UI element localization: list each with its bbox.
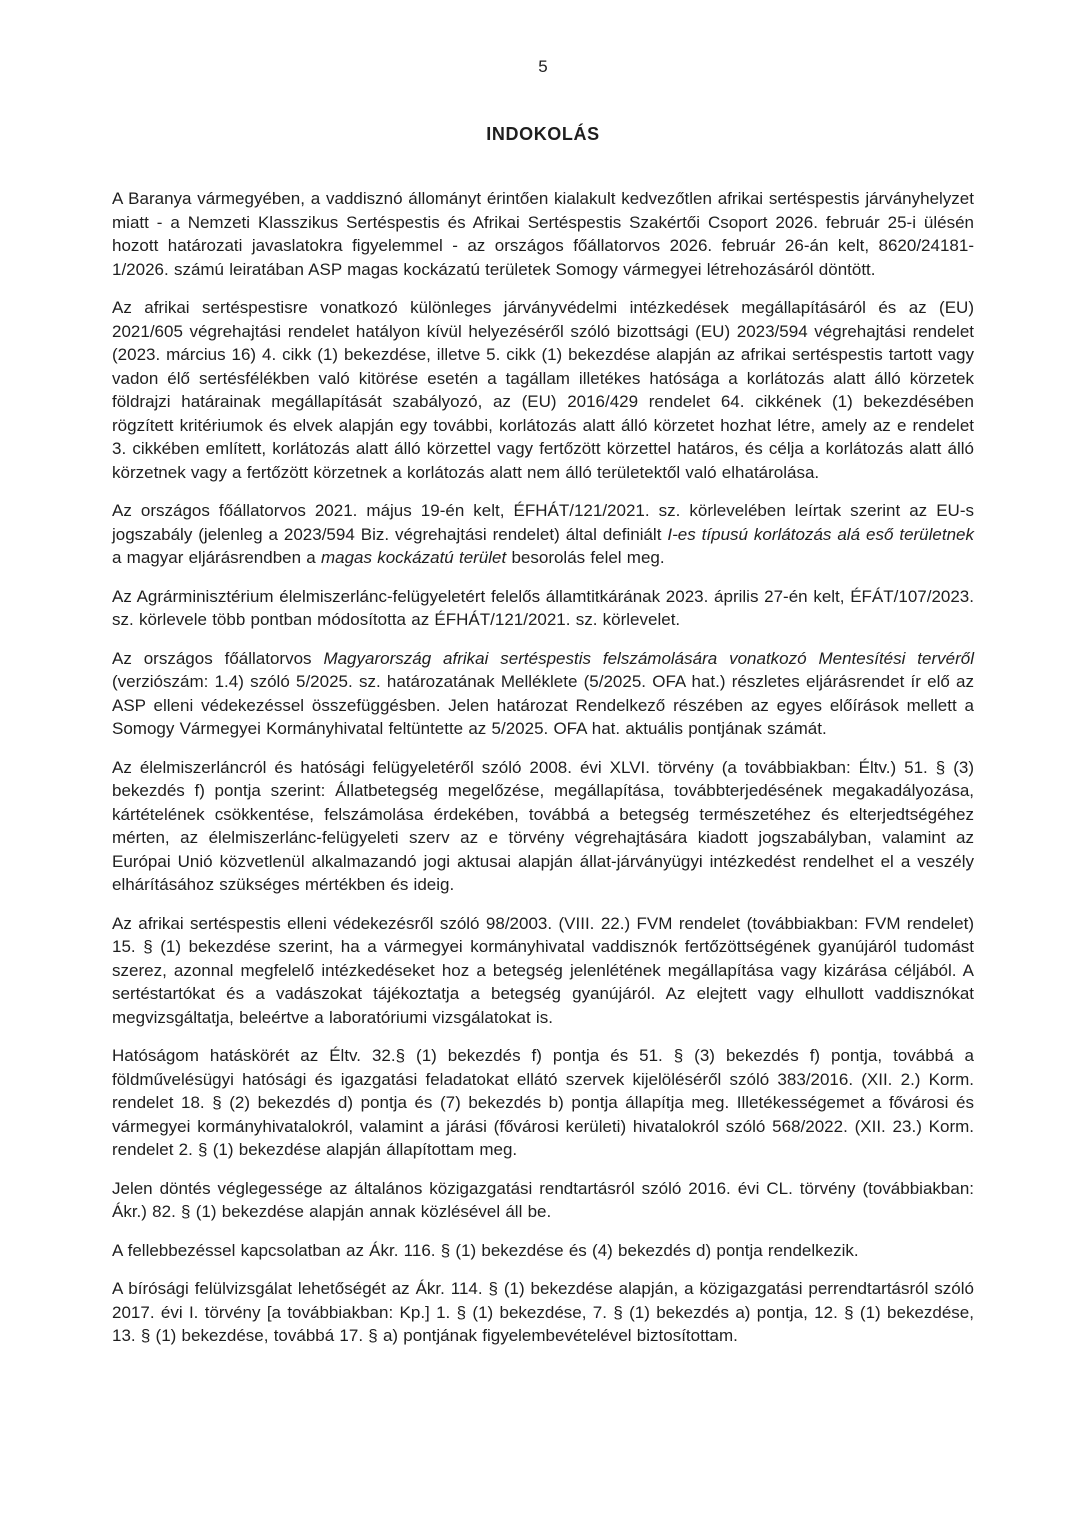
text-run: Az Agrárminisztérium élelmiszerlánc-felügyeletért felelős államtitkárának 2023. április 27-én kelt, ÉFÁT/107/2023. sz. körlevele több pontban módosította az ÉFHÁT/121/2021. sz. körlevelet. xyxy=(112,586,974,629)
italic-text-run: magas kockázatú terület xyxy=(320,548,507,567)
document-title: INDOKOLÁS xyxy=(486,124,600,144)
text-run: (verziószám: 1.4) szóló 5/2025. sz. határozatának Melléklete (5/2025. OFA hat.) részletes eljárásrendet ír elő az ASP elleni védekezéssel összefüggésben. Jelen határozat Rendelkező részében az egyes előírások mellett a Somogy Vármegyei Kormányhivatal feltüntette az 5/2025. OFA hat. aktuális pontjának számát. xyxy=(112,672,974,738)
text-run: Jelen döntés véglegessége az általános közigazgatási rendtartásról szóló 2016. évi CL. törvény (továbbiakban: Ákr.) 82. § (1) bekezdése alapján annak közlésével áll be. xyxy=(112,1178,974,1221)
paragraph-5 xyxy=(112,647,974,741)
paragraph-9 xyxy=(112,1177,974,1224)
text-run: a magyar eljárásrendben a xyxy=(112,548,321,567)
paragraph-6 xyxy=(112,756,974,897)
paragraph-8 xyxy=(112,1044,974,1162)
text-run: A Baranya vármegyében, a vaddisznó állományt érintően kialakult kedvezőtlen afrikai sertéspestis járványhelyzet miatt - a Nemzeti Klasszikus Sertéspestis és Afrikai Sertéspestis Szakértői Csoport 2026. február 25-i ülésén hozott határozati javaslatokra figyelemmel - az országos főállatorvos 2026. február 26-án kelt, 8620/24181-1/2026. számú leiratában ASP magas kockázatú területek Somogy vármegyei létrehozásáról döntött. xyxy=(112,189,974,279)
text-run: Az élelmiszerláncról és hatósági felügyeletéről szóló 2008. évi XLVI. törvény (a továbbiakban: Éltv.) 51. § (3) bekezdés f) pontja szerint: Állatbetegség megelőzése, megállapítása, továbbterjedésének megakadályozása, kártételének csökkentése, felszámolása érdekében, továbbá a betegség természetéhez és elterjedtségéhez mérten, az élelmiszerlánc-felügyeleti szerv az e törvény végrehajtására kiadott jogszabályban, valamint az Európai Unió közvetlenül alkalmazandó jogi aktusai alapján állat-járványügyi intézkedést rendelhet el a veszély elhárításához szükséges mértékben és ideig. xyxy=(112,757,974,894)
page-number: 5 xyxy=(538,57,548,76)
paragraph-2 xyxy=(112,296,974,484)
paragraph-3 xyxy=(112,499,974,570)
text-run: A fellebbezéssel kapcsolatban az Ákr. 116. § (1) bekezdése és (4) bekezdés d) pontja rendelkezik. xyxy=(112,1240,859,1260)
text-run: Az országos főállatorvos xyxy=(112,648,324,668)
text-run: besorolás felel meg. xyxy=(506,548,665,567)
paragraph-10 xyxy=(112,1239,974,1263)
text-run: Hatóságom hatáskörét az Éltv. 32.§ (1) bekezdés f) pontja és 51. § (3) bekezdés f) pontja, továbbá a földművelésügyi hatósági és igazgatási feladatokat ellátó szervek kijelöléséről szóló 383/2016. (XII. 2.) Korm. rendelet 18. § (2) bekezdés d) pontja és (7) bekezdés b) pontja állapítja meg. Illetékességemet a fővárosi és vármegyei kormányhivatalokról, valamint a járási (fővárosi kerületi) hivatalokról szóló 568/2022. (XII. 23.) Korm. rendelet 2. § (1) bekezdése alapján állapítottam meg. xyxy=(112,1046,974,1159)
document-body xyxy=(112,187,974,1348)
text-run: Az afrikai sertéspestis elleni védekezésről szóló 98/2003. (VIII. 22.) FVM rendelet (továbbiakban: FVM rendelet) 15. § (1) bekezdése szerint, ha a vármegyei kormányhivatal vaddisznók fertőzöttségének gyanújáról tudomást szerez, azonnal megfelelő intézkedéseket hoz a betegség jelenlétének megállapítása vagy kizárása céljából. A sertéstartókat és a vadászokat tájékoztatja a betegség gyanújáról. Az elejtett vagy elhullott vaddisznókat megvizsgáltatja, beleértve a laboratóriumi vizsgálatokat is. xyxy=(112,913,974,1027)
italic-text-run: I-es típusú korlátozás alá eső területnek xyxy=(667,524,974,544)
text-run: A bírósági felülvizsgálat lehetőségét az Ákr. 114. § (1) bekezdése alapján, a közigazgatási perrendtartásról szóló 2017. évi I. törvény [a továbbiakban: Kp.] 1. § (1) bekezdése, 7. § (1) bekezdés a) pontja, 12. § (1) bekezdése, 13. § (1) bekezdése, továbbá 17. § a) pontjának figyelembevételével biztosítottam. xyxy=(112,1279,974,1345)
paragraph-11 xyxy=(112,1277,974,1348)
paragraph-1 xyxy=(112,187,974,281)
text-run: Az országos főállatorvos 2021. május 19-én kelt, ÉFHÁT/121/2021. sz. körlevelében leírtak szerint az EU-s jogszabály (jelenleg a 2023/594 Biz. végrehajtási rendelet) által definiált xyxy=(112,501,974,544)
italic-text-run: Magyarország afrikai sertéspestis felszámolására vonatkozó Mentesítési tervéről xyxy=(323,648,974,668)
text-run: Az afrikai sertéspestisre vonatkozó különleges járványvédelmi intézkedések megállapításáról és az (EU) 2021/605 végrehajtási rendelet hatályon kívül helyezéséről szóló bizottsági (EU) 2023/594 végrehajtási rendelet (2023. március 16) 4. cikk (1) bekezdése, illetve 5. cikk (1) bekezdése alapján az afrikai sertéspestis tartott vagy vadon élő sertésfélékben való kitörése esetén a tagállam illetékes hatósága a korlátozás alatt álló körzetek földrajzi határainak megállapítását szabályozó, az (EU) 2016/429 rendelet 64. cikkének (1) bekezdésében rögzített kritériumok és elvek alapján egy további, korlátozás alatt álló körzetet hozhat létre, amely az e rendelet 3. cikkében említett, korlátozás alatt álló körzettel vagy fertőzött körzettel határos, és célja a korlátozás alatt álló körzetnek vagy a fertőzött körzetnek a korlátozás alatt nem álló területektől való elhatárolása. xyxy=(112,298,974,482)
paragraph-4 xyxy=(112,585,974,632)
paragraph-7 xyxy=(112,912,974,1030)
